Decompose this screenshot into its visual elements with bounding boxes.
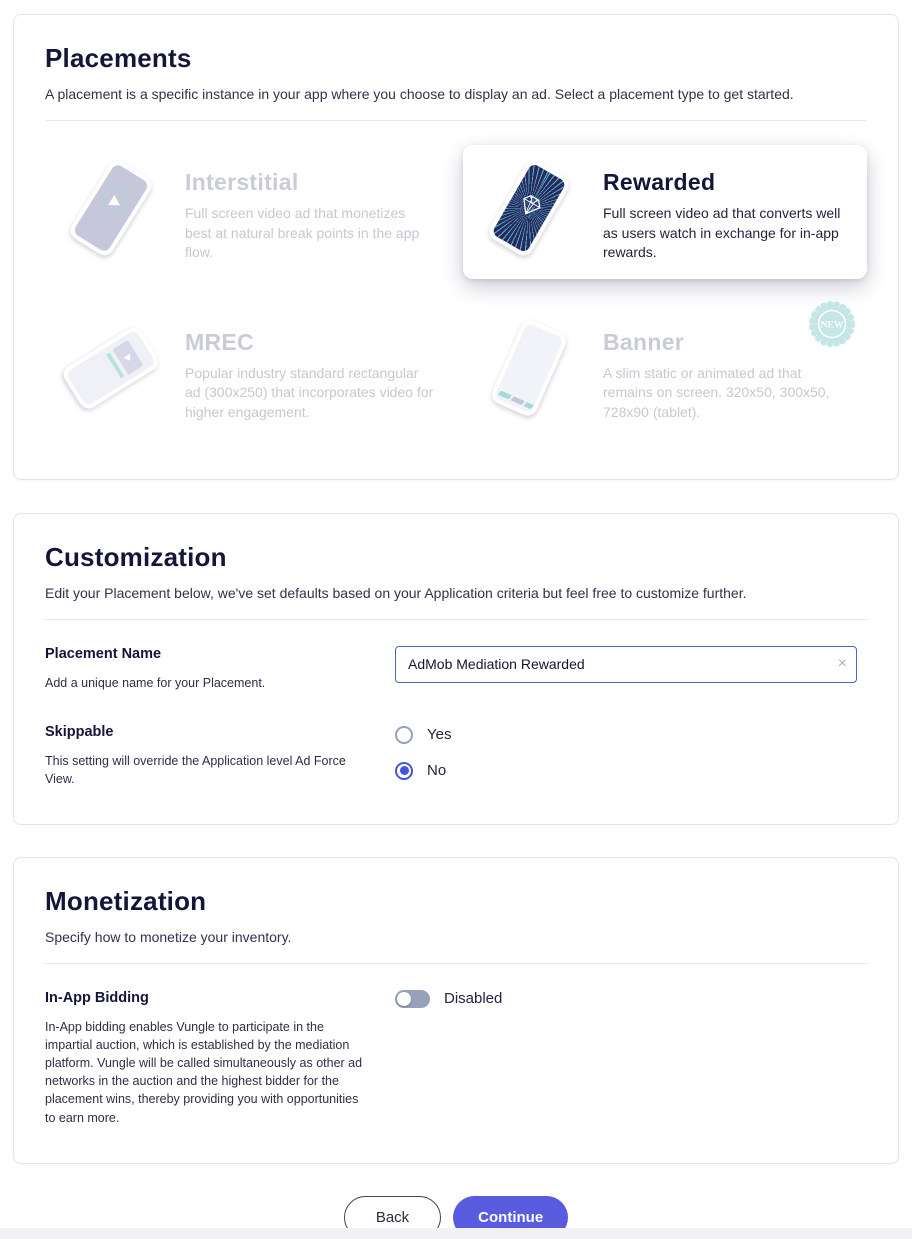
customization-title: Customization: [45, 541, 227, 572]
clear-input-icon[interactable]: ×: [837, 655, 847, 673]
placement-option-mrec[interactable]: [45, 305, 449, 439]
placement-option-interstitial[interactable]: [45, 145, 449, 279]
page-bottom-strip: [0, 1228, 912, 1239]
option-description: Full screen video ad that converts well as users watch in exchange for in-app rewards.: [603, 205, 841, 261]
in-app-bidding-description: In-App bidding enables Vungle to participate in the impartial auction, which is established by the mediation platform. Vungle will be called simultaneously as other ad networks in the auction and the highest bidder for the placement wins, thereby providing you with opportunities to earn more.: [45, 1019, 363, 1125]
in-app-bidding-toggle[interactable]: [395, 990, 430, 1008]
gem-icon: [513, 192, 545, 225]
toggle-knob: [397, 992, 411, 1006]
placement-option-banner[interactable]: [463, 305, 867, 439]
new-badge: [807, 299, 857, 349]
play-icon: [97, 185, 133, 221]
continue-button[interactable]: Continue: [453, 1196, 568, 1239]
option-title: MREC: [185, 328, 254, 355]
placement-name-label: Placement Name: [45, 645, 162, 662]
banner-phone-icon: [477, 321, 585, 419]
placement-name-hint: Add a unique name for your Placement.: [45, 675, 266, 690]
monetization-subtitle: Specify how to monetize your inventory.: [45, 928, 292, 945]
monetization-title: Monetization: [45, 885, 207, 916]
option-description: Full screen video ad that monetizes best at natural break points in the app flow.: [185, 205, 420, 261]
placement-option-rewarded[interactable]: [463, 145, 867, 279]
placements-card: [13, 14, 899, 480]
placement-name-row: [45, 620, 867, 698]
customization-subtitle: Edit your Placement below, we've set defaults based on your Application criteria but feel free to customize further.: [45, 584, 747, 601]
skippable-hint: This setting will override the Application level Ad Force View.: [45, 753, 346, 786]
radio-yes-label: Yes: [427, 726, 452, 744]
back-button[interactable]: Back: [344, 1196, 441, 1239]
radio-no[interactable]: [395, 762, 867, 780]
option-description: Popular industry standard rectangular ad (300x250) that incorporates video for higher engagement.: [185, 364, 434, 420]
customization-card: [13, 513, 899, 825]
radio-yes[interactable]: [395, 726, 867, 744]
radio-no-label: No: [427, 762, 447, 780]
option-title: Banner: [603, 328, 685, 355]
skippable-label: Skippable: [45, 723, 114, 740]
monetization-card: [13, 857, 899, 1164]
in-app-bidding-row: [45, 964, 867, 1133]
placements-title: Placements: [45, 43, 192, 73]
option-title: Rewarded: [603, 169, 716, 195]
rewarded-phone-icon: [477, 161, 585, 259]
skippable-row: [45, 698, 867, 794]
svg-text:NEW: NEW: [820, 320, 844, 331]
in-app-bidding-label: In-App Bidding: [45, 989, 149, 1006]
option-title: Interstitial: [185, 169, 299, 195]
mrec-phone-icon: [59, 321, 167, 419]
placement-name-input[interactable]: [395, 646, 857, 683]
radio-yes-circle[interactable]: [395, 726, 413, 744]
placement-type-grid: [45, 121, 867, 449]
radio-no-circle[interactable]: [395, 762, 413, 780]
option-description: A slim static or animated ad that remains on screen. 320x50, 300x50, 728x90 (tablet).: [603, 364, 830, 420]
in-app-bidding-state: Disabled: [444, 990, 503, 1008]
interstitial-phone-icon: [59, 161, 167, 259]
placements-subtitle: A placement is a specific instance in your app where you choose to display an ad. Select a placement type to get started.: [45, 86, 794, 102]
